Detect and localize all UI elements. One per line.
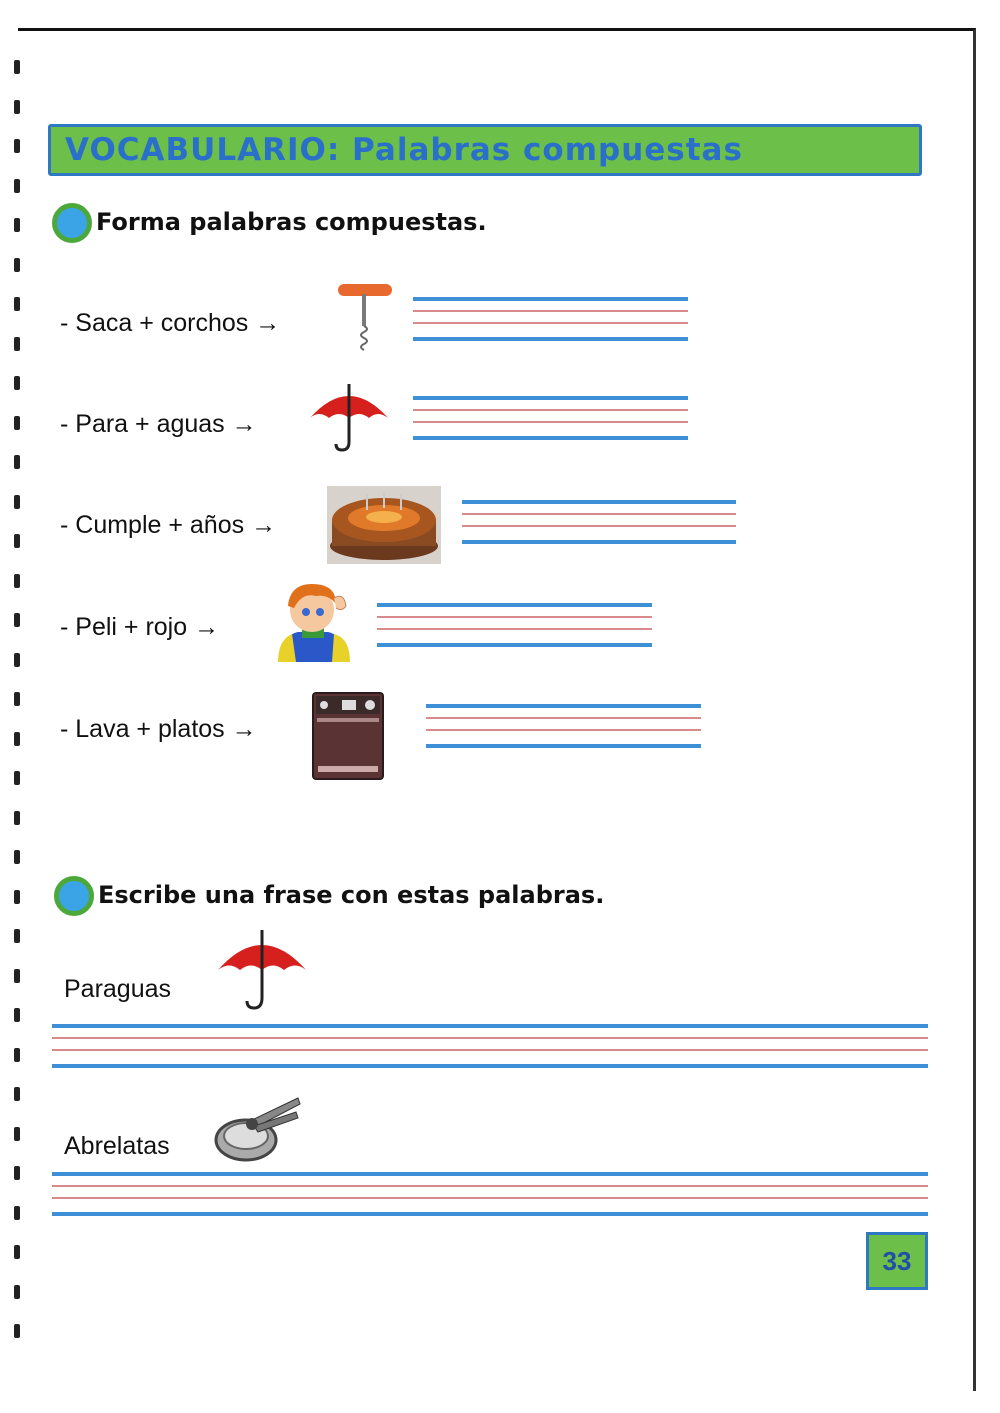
binding-hole [14,771,20,785]
binding-hole [14,297,20,311]
corkscrew-icon [334,280,396,360]
binding-hole [14,850,20,864]
bullet-icon [54,876,94,916]
binding-hole [14,1008,20,1022]
binding-hole [14,1324,20,1338]
binding-hole [14,100,20,114]
binding-hole [14,653,20,667]
binding-hole [14,811,20,825]
binding-hole [14,1285,20,1299]
compound-item-5: - Lava + platos → [60,715,257,743]
sentence-lines-abrelatas[interactable] [52,1172,928,1218]
binding-hole [14,574,20,588]
page-title: VOCABULARIO: Palabras compuestas [65,132,743,168]
binding-hole [14,692,20,706]
binding-hole [14,732,20,746]
exercise-1-heading: Forma palabras compuestas. [96,208,487,236]
sentence-lines-paraguas[interactable] [52,1024,928,1070]
binding-hole [14,258,20,272]
compound-item-4: - Peli + rojo → [60,613,220,641]
exercise-2-heading: Escribe una frase con estas palabras. [98,881,605,909]
binding-hole [14,1048,20,1062]
answer-lines-3[interactable] [462,500,736,546]
binding-hole [14,139,20,153]
answer-lines-5[interactable] [426,704,701,750]
word-label-abrelatas: Abrelatas [64,1132,170,1160]
umbrella-icon [306,380,392,456]
bullet-icon [52,203,92,243]
binding-hole [14,179,20,193]
binding-hole [14,416,20,430]
binding-hole [14,969,20,983]
answer-lines-4[interactable] [377,603,652,649]
spiral-binding [14,60,26,1370]
answer-lines-1[interactable] [413,297,688,343]
compound-item-1: - Saca + corchos → [60,309,281,337]
binding-hole [14,890,20,904]
binding-hole [14,1087,20,1101]
compound-item-2: - Para + aguas → [60,410,257,438]
word-label-paraguas: Paraguas [64,975,172,1003]
binding-hole [14,455,20,469]
page-number: 33 [866,1232,928,1290]
binding-hole [14,218,20,232]
title-banner [48,124,922,176]
answer-lines-2[interactable] [413,396,688,442]
binding-hole [14,1127,20,1141]
birthday-cake-icon [327,486,441,564]
binding-hole [14,1245,20,1259]
can-opener-icon [212,1090,302,1166]
binding-hole [14,60,20,74]
binding-hole [14,376,20,390]
binding-hole [14,337,20,351]
binding-hole [14,929,20,943]
dishwasher-icon [312,692,384,780]
umbrella-icon [214,926,310,1014]
binding-hole [14,495,20,509]
binding-hole [14,1206,20,1220]
compound-item-3: - Cumple + años → [60,511,277,539]
binding-hole [14,1166,20,1180]
binding-hole [14,534,20,548]
redhead-boy-icon [272,578,354,662]
binding-hole [14,613,20,627]
